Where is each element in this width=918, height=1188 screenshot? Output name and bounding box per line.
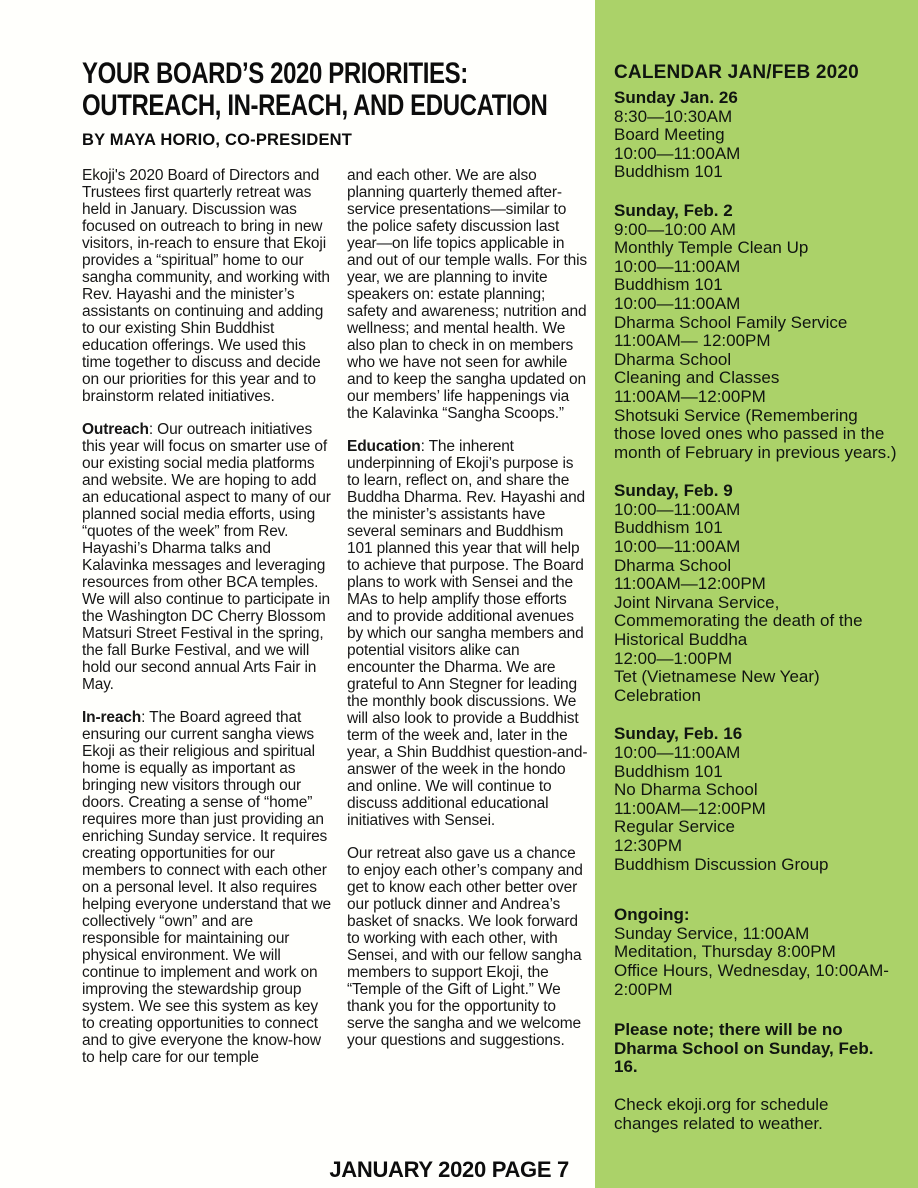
calendar-section-jan26 xyxy=(614,89,898,182)
article-column-2 xyxy=(347,167,589,1082)
calendar-line: 11:00AM—12:00PM xyxy=(614,386,766,406)
calendar-line: 10:00—11:00AM xyxy=(614,143,741,163)
paragraph-text: : The Board agreed that ensuring our current sangha views Ekoji as their religious and spiritual home is equally as important as bringing new visitors through our doors. Creating a sense of “home” requires more than just providing an enriching Sunday service. It requires creating opportunities for our members to connect with each other on a personal level. It also requires helping everyone understand that we collectively “own” and are responsible for maintaining our physical environment. We will continue to implement and work on improving the stewardship group system. We see this system as key to creating opportunities to connect and to give everyone the know-how to help care for our temple xyxy=(82,709,331,1066)
calendar-section-heading: Sunday, Feb. 9 xyxy=(614,481,733,501)
calendar-section-heading: Sunday, Feb. 16 xyxy=(614,724,743,744)
article-paragraph-intro xyxy=(82,167,334,405)
paragraph-lead: Education xyxy=(347,438,421,455)
calendar-line: Monthly Temple Clean Up xyxy=(614,238,809,258)
calendar-note: Please note; there will be no Dharma School on Sunday, Feb. 16. xyxy=(614,1020,874,1077)
article-paragraph-inreach xyxy=(82,709,334,1066)
calendar-section-feb16 xyxy=(614,725,898,874)
calendar-line: Cleaning and Classes xyxy=(614,368,780,388)
paragraph-text: : The inherent underpinning of Ekoji’s purpose is to learn, reflect on, and share the Buddha Dharma. Rev. Hayashi and the minister’s assistants have several seminars and Buddhism 101 planned this year that will help to achieve that purpose. The Board plans to work with Sensei and the MAs to help amplify those efforts and to provide additional avenues by which our sangha members and potential visitors alike can encounter the Dharma. We are grateful to Ann Stegner for leading the monthly book discussions. We will also look to provide a Buddhist term of the week and, later in the year, a Shin Buddhist question-and-answer of the week in the hondo and online. We will continue to discuss additional educational initiatives with Sensei. xyxy=(347,438,588,829)
calendar-line: 11:00AM—12:00PM xyxy=(614,574,766,594)
calendar-line: Sunday Service, 11:00AM xyxy=(614,923,810,943)
article-paragraph-outreach xyxy=(82,421,334,693)
calendar-line: 12:30PM xyxy=(614,835,683,855)
paragraph-text: Our retreat also gave us a chance to enjoy each other’s company and get to know each other better over our potluck dinner and Andrea’s basket of snacks. We look forward to working with each other, with Sensei, and with our fellow sangha members to support Ekoji, the “Temple of the Gift of Light.” We thank you for the opportunity to serve the sangha and we welcome your questions and suggestions. xyxy=(347,845,583,1049)
article-byline: BY MAYA HORIO, CO-PRESIDENT xyxy=(82,131,353,149)
calendar-section-heading: Sunday, Feb. 2 xyxy=(614,200,733,220)
calendar-sidebar xyxy=(595,0,918,1188)
calendar-line: 9:00—10:00 AM xyxy=(614,219,736,239)
paragraph-text: and each other. We are also planning quarterly themed after-service presentations—similar to the police safety discussion last year—on life topics applicable in and out of our temple walls. For this year, we are planning to invite speakers on: estate planning; safety and awareness; nutrition and wellness; and mental health. We also plan to check in on members who we have not seen for awhile and to keep the sangha updated on our members’ life happenings via the Kalavinka “Sangha Scoops.” xyxy=(347,167,587,422)
article-paragraph-inreach-continued xyxy=(347,167,589,422)
article-title xyxy=(82,58,595,122)
calendar-line: 10:00—11:00AM xyxy=(614,499,741,519)
calendar-line: 12:00—1:00PM xyxy=(614,648,733,668)
calendar-line: Joint Nirvana Service, Commemorating the death of the Historical Buddha xyxy=(614,592,863,650)
paragraph-lead: In-reach xyxy=(82,709,142,726)
article-columns xyxy=(82,167,595,1082)
calendar-line: Buddhism 101 xyxy=(614,761,723,781)
calendar-line: Tet (Vietnamese New Year) Celebration xyxy=(614,667,820,705)
article-column-1 xyxy=(82,167,334,1082)
calendar-line: Board Meeting xyxy=(614,125,725,145)
calendar-line: 10:00—11:00AM xyxy=(614,293,741,313)
calendar-line: 10:00—11:00AM xyxy=(614,256,741,276)
page-footer: JANUARY 2020 PAGE 7 xyxy=(329,1157,569,1182)
calendar-section-feb2 xyxy=(614,202,898,462)
calendar-line: Shotsuki Service (Remembering those loved ones who passed in the month of February in previous years.) xyxy=(614,405,897,462)
calendar-section-heading: Ongoing: xyxy=(614,905,690,925)
calendar-line: Regular Service xyxy=(614,817,735,837)
calendar-section-ongoing xyxy=(614,906,898,999)
calendar-section-feb9 xyxy=(614,482,898,705)
calendar-line: 11:00AM— 12:00PM xyxy=(614,331,771,351)
calendar-line: 11:00AM—12:00PM xyxy=(614,798,766,818)
calendar-weather-note: Check ekoji.org for schedule changes related to weather. xyxy=(614,1094,829,1133)
paragraph-text: : Our outreach initiatives this year will focus on smarter use of our existing social media platforms and website. We are hoping to add an educational aspect to many of our planned social media efforts, using “quotes of the week” from Rev. Hayashi’s Dharma talks and Kalavinka messages and leveraging resources from other BCA temples. We will also continue to participate in the Washington DC Cherry Blossom Matsuri Street Festival in the spring, the fall Burke Festival, and we will hold our second annual Arts Fair in May. xyxy=(82,421,331,693)
calendar-line: Meditation, Thursday 8:00PM xyxy=(614,942,836,962)
calendar-line: Buddhism 101 xyxy=(614,518,723,538)
article-title-line1: YOUR BOARD’S 2020 PRIORITIES: xyxy=(82,57,468,90)
calendar-line: 10:00—11:00AM xyxy=(614,743,741,762)
calendar-line: 8:30—10:30AM xyxy=(614,106,733,126)
article-paragraph-closing xyxy=(347,845,589,1049)
calendar-line: Buddhism 101 xyxy=(614,162,723,182)
article-paragraph-education xyxy=(347,438,589,829)
calendar-line: No Dharma School xyxy=(614,780,758,800)
article-title-line2: OUTREACH, IN-REACH, AND EDUCATION xyxy=(82,89,548,122)
paragraph-text: Ekoji's 2020 Board of Directors and Trustees first quarterly retreat was held in January. Discussion was focused on outreach to bring in new visitors, in-reach to ensure that Ekoji provides a “spiritual” home to our sangha community, and working with Rev. Hayashi and the minister’s assistants on continuing and adding to our existing Shin Buddhist education offerings. We used this time together to discuss and decide on our priorities for this year and to brainstorm related initiatives. xyxy=(82,167,330,405)
calendar-line: Dharma School xyxy=(614,349,732,369)
calendar-line: 10:00—11:00AM xyxy=(614,537,741,557)
calendar-line: Buddhism Discussion Group xyxy=(614,854,829,874)
paragraph-lead: Outreach xyxy=(82,421,149,438)
calendar-line: Dharma School xyxy=(614,555,732,575)
calendar-line: Buddhism 101 xyxy=(614,275,723,295)
calendar-title: CALENDAR JAN/FEB 2020 xyxy=(614,62,859,83)
calendar-line: Dharma School Family Service xyxy=(614,312,848,332)
calendar-line: Office Hours, Wednesday, 10:00AM-2:00PM xyxy=(614,960,889,999)
calendar-section-heading: Sunday Jan. 26 xyxy=(614,88,738,107)
